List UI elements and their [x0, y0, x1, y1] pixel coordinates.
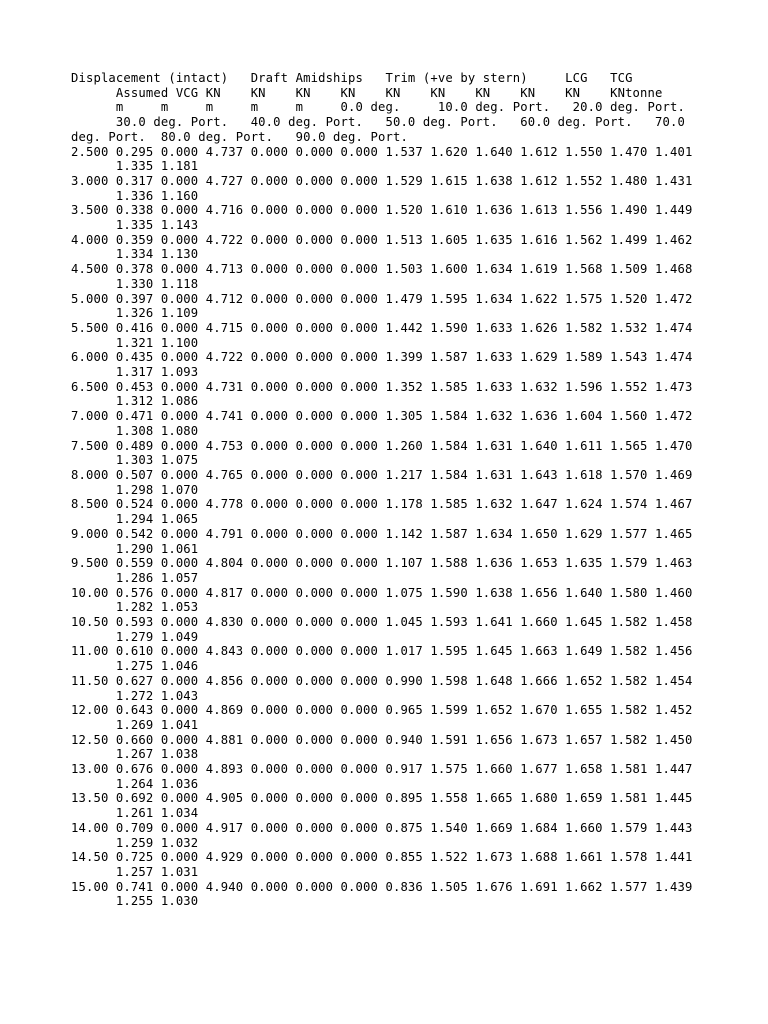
table-row-continuation: 1.294 1.065	[71, 512, 199, 527]
table-row: 13.00 0.676 0.000 4.893 0.000 0.000 0.000 0.917 1.575 1.660 1.677 1.658 1.581 1.447	[71, 762, 693, 777]
table-row-continuation: 1.264 1.036	[71, 776, 199, 791]
table-row: 10.00 0.576 0.000 4.817 0.000 0.000 0.000 1.075 1.590 1.638 1.656 1.640 1.580 1.460	[71, 585, 693, 600]
table-row: 5.000 0.397 0.000 4.712 0.000 0.000 0.000 1.479 1.595 1.634 1.622 1.575 1.520 1.472	[71, 291, 693, 306]
table-row: 7.500 0.489 0.000 4.753 0.000 0.000 0.000 1.260 1.584 1.631 1.640 1.611 1.565 1.470	[71, 438, 693, 453]
table-row: 4.000 0.359 0.000 4.722 0.000 0.000 0.000 1.513 1.605 1.635 1.616 1.562 1.499 1.462	[71, 232, 693, 247]
table-row-continuation: 1.272 1.043	[71, 688, 199, 703]
table-row: 6.500 0.453 0.000 4.731 0.000 0.000 0.000 1.352 1.585 1.633 1.632 1.596 1.552 1.473	[71, 379, 693, 394]
table-row-continuation: 1.312 1.086	[71, 394, 199, 409]
table-row-continuation: 1.261 1.034	[71, 806, 199, 821]
table-row-continuation: 1.286 1.057	[71, 570, 199, 585]
table-row: 7.000 0.471 0.000 4.741 0.000 0.000 0.000 1.305 1.584 1.632 1.636 1.604 1.560 1.472	[71, 409, 693, 424]
table-row-continuation: 1.279 1.049	[71, 629, 199, 644]
header-line-1: Displacement (intact) Draft Amidships Trim (+ve by stern) LCG TCG	[71, 71, 633, 85]
table-row-continuation: 1.321 1.100	[71, 335, 199, 350]
table-row-continuation: 1.259 1.032	[71, 835, 199, 850]
table-row: 8.000 0.507 0.000 4.765 0.000 0.000 0.000 1.217 1.584 1.631 1.643 1.618 1.570 1.469	[71, 467, 693, 482]
table-row-continuation: 1.290 1.061	[71, 541, 199, 556]
table-row: 11.00 0.610 0.000 4.843 0.000 0.000 0.000 1.017 1.595 1.645 1.663 1.649 1.582 1.456	[71, 644, 693, 659]
table-row-continuation: 1.326 1.109	[71, 306, 199, 321]
table-row-continuation: 1.282 1.053	[71, 600, 199, 615]
hydrostatics-table	[71, 71, 692, 909]
table-row-continuation: 1.335 1.181	[71, 159, 199, 174]
table-row-continuation: 1.269 1.041	[71, 717, 199, 732]
table-row-continuation: 1.335 1.143	[71, 218, 199, 233]
table-row: 10.50 0.593 0.000 4.830 0.000 0.000 0.000 1.045 1.593 1.641 1.660 1.645 1.582 1.458	[71, 615, 693, 630]
table-row: 14.00 0.709 0.000 4.917 0.000 0.000 0.000 0.875 1.540 1.669 1.684 1.660 1.579 1.443	[71, 820, 693, 835]
header-line-3: m m m m m 0.0 deg. 10.0 deg. Port. 20.0 deg. Port.	[71, 100, 685, 115]
table-row: 4.500 0.378 0.000 4.713 0.000 0.000 0.000 1.503 1.600 1.634 1.619 1.568 1.509 1.468	[71, 262, 693, 277]
table-row: 3.000 0.317 0.000 4.727 0.000 0.000 0.000 1.529 1.615 1.638 1.612 1.552 1.480 1.431	[71, 173, 693, 188]
header-line-2: Assumed VCG KN KN KN KN KN KN KN KN KN KNtonne	[71, 85, 663, 100]
table-row: 8.500 0.524 0.000 4.778 0.000 0.000 0.000 1.178 1.585 1.632 1.647 1.624 1.574 1.467	[71, 497, 693, 512]
table-row-continuation: 1.334 1.130	[71, 247, 199, 262]
table-row-continuation: 1.298 1.070	[71, 482, 199, 497]
header-line-4: 30.0 deg. Port. 40.0 deg. Port. 50.0 deg. Port. 60.0 deg. Port. 70.0	[71, 115, 685, 130]
table-row-continuation: 1.317 1.093	[71, 365, 199, 380]
table-body	[71, 145, 692, 910]
table-row-continuation: 1.275 1.046	[71, 659, 199, 674]
table-row-continuation: 1.303 1.075	[71, 453, 199, 468]
table-row: 12.00 0.643 0.000 4.869 0.000 0.000 0.000 0.965 1.599 1.652 1.670 1.655 1.582 1.452	[71, 703, 693, 718]
table-row: 5.500 0.416 0.000 4.715 0.000 0.000 0.000 1.442 1.590 1.633 1.626 1.582 1.532 1.474	[71, 320, 693, 335]
table-row: 3.500 0.338 0.000 4.716 0.000 0.000 0.000 1.520 1.610 1.636 1.613 1.556 1.490 1.449	[71, 203, 693, 218]
table-row-continuation: 1.257 1.031	[71, 864, 199, 879]
table-row-continuation: 1.267 1.038	[71, 747, 199, 762]
table-row: 13.50 0.692 0.000 4.905 0.000 0.000 0.000 0.895 1.558 1.665 1.680 1.659 1.581 1.445	[71, 791, 693, 806]
header-line-5: deg. Port. 80.0 deg. Port. 90.0 deg. Port.	[71, 129, 408, 144]
table-row-continuation: 1.308 1.080	[71, 423, 199, 438]
table-row: 12.50 0.660 0.000 4.881 0.000 0.000 0.000 0.940 1.591 1.656 1.673 1.657 1.582 1.450	[71, 732, 693, 747]
table-row: 9.000 0.542 0.000 4.791 0.000 0.000 0.000 1.142 1.587 1.634 1.650 1.629 1.577 1.465	[71, 526, 693, 541]
table-row-continuation: 1.330 1.118	[71, 276, 199, 291]
table-row: 14.50 0.725 0.000 4.929 0.000 0.000 0.000 0.855 1.522 1.673 1.688 1.661 1.578 1.441	[71, 850, 693, 865]
table-row: 15.00 0.741 0.000 4.940 0.000 0.000 0.000 0.836 1.505 1.676 1.691 1.662 1.577 1.439	[71, 879, 693, 894]
table-row: 2.500 0.295 0.000 4.737 0.000 0.000 0.000 1.537 1.620 1.640 1.612 1.550 1.470 1.401	[71, 144, 693, 159]
table-row-continuation: 1.255 1.030	[71, 894, 199, 909]
table-row: 11.50 0.627 0.000 4.856 0.000 0.000 0.000 0.990 1.598 1.648 1.666 1.652 1.582 1.454	[71, 673, 693, 688]
table-row: 6.000 0.435 0.000 4.722 0.000 0.000 0.000 1.399 1.587 1.633 1.629 1.589 1.543 1.474	[71, 350, 693, 365]
table-row-continuation: 1.336 1.160	[71, 188, 199, 203]
table-row: 9.500 0.559 0.000 4.804 0.000 0.000 0.000 1.107 1.588 1.636 1.653 1.635 1.579 1.463	[71, 556, 693, 571]
